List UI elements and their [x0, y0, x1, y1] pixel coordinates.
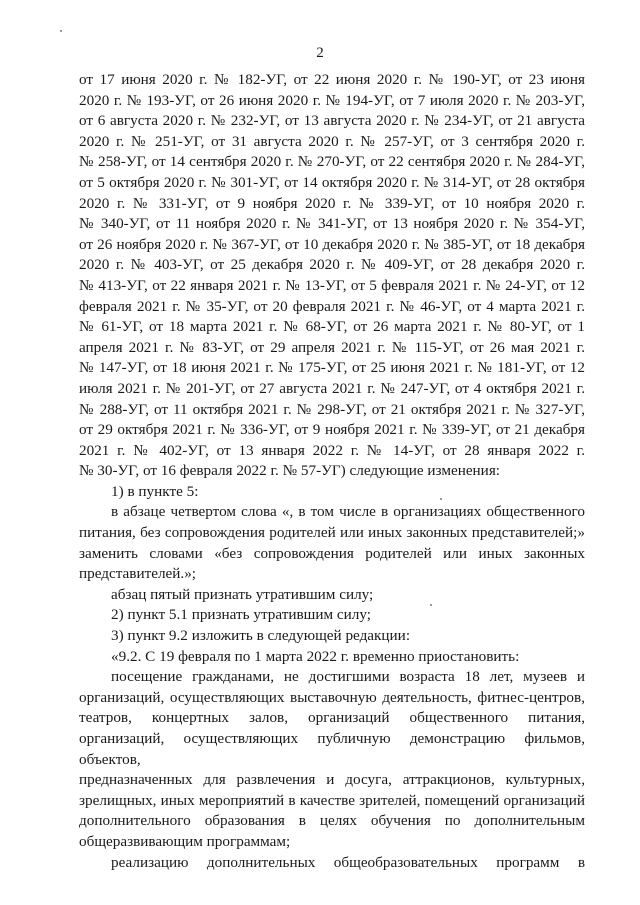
text-line: от 17 июня 2020 г. № 182-УГ, от 22 июня 2020 г. № 190-УГ, от 23 июня	[79, 71, 585, 88]
scan-speck	[60, 30, 62, 32]
text-line: предназначенных для развлечения и досуга, аттракционов, культурных,	[79, 771, 585, 789]
text-line: 2020 г. № 193-УГ, от 26 июня 2020 г. № 194-УГ, от 7 июля 2020 г. № 203-УГ,	[79, 91, 585, 109]
text-line: реализацию дополнительных общеобразовательных программ в	[111, 853, 585, 871]
text-line: от 29 октября 2021 г. № 336-УГ, от 9 ноября 2021 г. № 339-УГ, от 21 декабря	[79, 421, 585, 439]
text-line: 2020 г. № 331-УГ, от 9 ноября 2020 г. № 339-УГ, от 10 ноября 2020 г.	[79, 194, 585, 212]
text-line: июля 2021 г. № 201-УГ, от 27 августа 2021 г. № 247-УГ, от 4 октября 2021 г.	[79, 379, 585, 397]
text-line: представителей.»;	[79, 565, 197, 583]
text-line: организаций, осуществляющих выставочную деятельность, фитнес-центров,	[79, 688, 585, 706]
text-line: 3) пункт 9.2 изложить в следующей редакции:	[111, 627, 411, 645]
text-line: от 6 августа 2020 г. № 232-УГ, от 13 августа 2020 г. № 234-УГ, от 21 августа	[79, 112, 585, 130]
text-line: № 413-УГ, от 22 января 2021 г. № 13-УГ, от 5 февраля 2021 г. № 24-УГ, от 12	[79, 276, 585, 294]
text-line: абзац пятый признать утратившим силу;	[111, 585, 374, 603]
scan-speck	[440, 498, 442, 500]
text-line: «9.2. С 19 февраля по 1 марта 2022 г. временно приостановить:	[111, 647, 520, 665]
text-line: № 288-УГ, от 11 октября 2021 г. № 298-УГ, от 21 октября 2021 г. № 327-УГ,	[79, 400, 585, 418]
text-line: № 258-УГ, от 14 сентября 2020 г. № 270-УГ, от 22 сентября 2020 г. № 284-УГ,	[79, 153, 585, 171]
text-line: № 340-УГ, от 11 ноября 2020 г. № 341-УГ, от 13 ноября 2020 г. № 354-УГ,	[79, 215, 585, 233]
text-line: от 26 ноября 2020 г. № 367-УГ, от 10 декабря 2020 г. № 385-УГ, от 18 декабря	[79, 235, 585, 253]
text-line: заменить словами «без сопровождения родителей или иных законных	[79, 544, 585, 562]
text-line: организаций, осуществляющих публичную демонстрацию фильмов, объектов,	[79, 730, 585, 768]
text-line: посещение гражданами, не достигшими возраста 18 лет, музеев и	[111, 668, 585, 686]
text-line: 2020 г. № 403-УГ, от 25 декабря 2020 г. № 409-УГ, от 28 декабря 2020 г.	[79, 256, 585, 274]
text-line: в абзаце четвертом слова «, в том числе в организациях общественного	[111, 503, 585, 521]
text-line: № 30-УГ, от 16 февраля 2022 г. № 57-УГ) следующие изменения:	[79, 462, 501, 480]
page-number: 2	[316, 45, 324, 61]
text-line: апреля 2021 г. № 83-УГ, от 29 апреля 2021 г. № 115-УГ, от 26 мая 2021 г.	[79, 338, 585, 356]
text-line: 2020 г. № 251-УГ, от 31 августа 2020 г. № 257-УГ, от 3 сентября 2020 г.	[79, 132, 585, 150]
text-line: дополнительного образования в целях обучения по дополнительным	[79, 812, 585, 830]
text-line: 2) пункт 5.1 признать утратившим силу;	[111, 606, 371, 624]
text-line: № 147-УГ, от 18 июня 2021 г. № 175-УГ, от 25 июня 2021 г. № 181-УГ, от 12	[79, 359, 585, 377]
text-line: общеразвивающим программам;	[79, 832, 291, 850]
text-line: театров, концертных залов, организаций общественного питания,	[79, 709, 585, 727]
text-line: февраля 2021 г. № 35-УГ, от 20 февраля 2021 г. № 46-УГ, от 4 марта 2021 г.	[79, 297, 585, 315]
text-line: питания, без сопровождения родителей или иных законных представителей;»	[79, 524, 585, 542]
text-line: № 61-УГ, от 18 марта 2021 г. № 68-УГ, от 26 марта 2021 г. № 80-УГ, от 1	[79, 318, 585, 336]
scan-speck	[430, 604, 432, 606]
text-line: зрелищных, иных мероприятий в качестве зрителей, помещений организаций	[79, 791, 585, 809]
document-body	[79, 70, 585, 873]
text-line: 2021 г. № 402-УГ, от 13 января 2022 г. № 14-УГ, от 28 января 2022 г.	[79, 441, 585, 459]
text-line: 1) в пункте 5:	[111, 482, 199, 500]
text-line: от 5 октября 2020 г. № 301-УГ, от 14 октября 2020 г. № 314-УГ, от 28 октября	[79, 173, 585, 191]
